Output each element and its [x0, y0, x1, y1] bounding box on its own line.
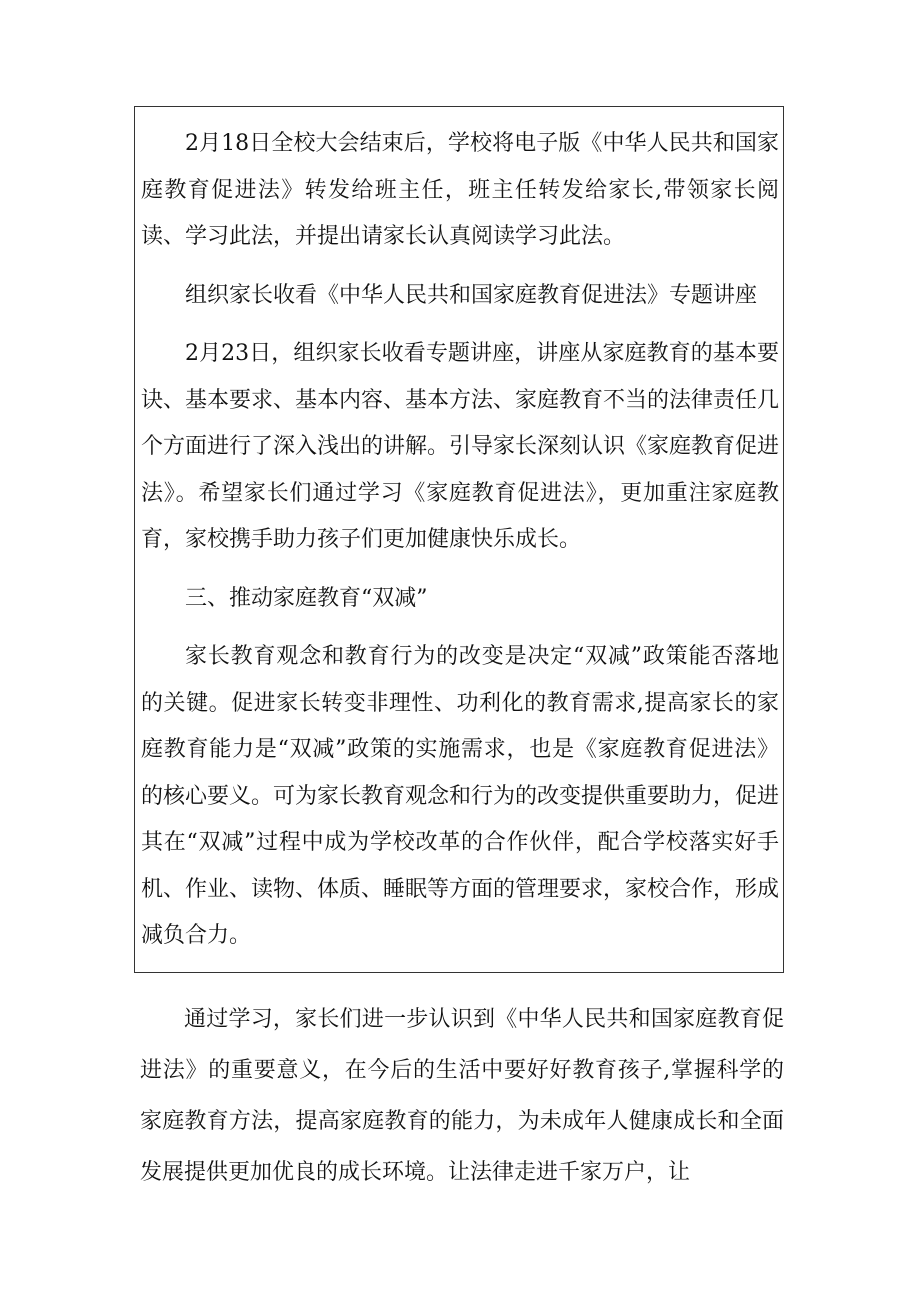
paragraph-conclusion: 通过学习，家长们进一步认识到《中华人民共和国家庭教育促进法》的重要意义，在今后的生活中要好好教育孩子,掌握科学的家庭教育方法，提高家庭教育的能力，为未成年人健康成长和全面发展提供更加优良的成长环境。让法律走进千家万户，让 — [140, 1007, 784, 1185]
paragraph-distribution: 2月18日全校大会结束后，学校将电子版《中华人民共和国家庭教育促进法》转发给班主任，班主任转发给家长,带领家长阅读、学习此法，并提出请家长认真阅读学习此法。 — [141, 131, 779, 249]
paragraph-double-reduction: 家长教育观念和教育行为的改变是决定“双减”政策能否落地的关键。促进家长转变非理性、功利化的教育需求,提高家长的家庭教育能力是“双减”政策的实施需求，也是《家庭教育促进法》的核心要义。可为家长教育观念和行为的改变提供重要助力，促进其在“双减”过程中成为学校改革的合作伙伴，配合学校落实好手机、作业、读物、体质、睡眠等方面的管理要求，家校合作，形成减负合力。 — [141, 644, 780, 948]
closing-section — [140, 994, 784, 1198]
paragraph-lecture-heading: 组织家长收看《中华人民共和国家庭教育促进法》专题讲座 — [185, 282, 758, 308]
boxed-text-frame — [134, 106, 784, 973]
paragraph-lecture-detail: 2月23日，组织家长收看专题讲座，讲座从家庭教育的基本要诀、基本要求、基本内容、基本方法、家庭教育不当的法律责任几个方面进行了深入浅出的讲解。引导家长深刻认识《家庭教育促进法》。希望家长们通过学习《家庭教育促进法》，更加重注家庭教育，家校携手助力孩子们更加健康快乐成长。 — [141, 341, 780, 552]
section-heading-double-reduction: 三、推动家庭教育“双减” — [185, 585, 428, 611]
